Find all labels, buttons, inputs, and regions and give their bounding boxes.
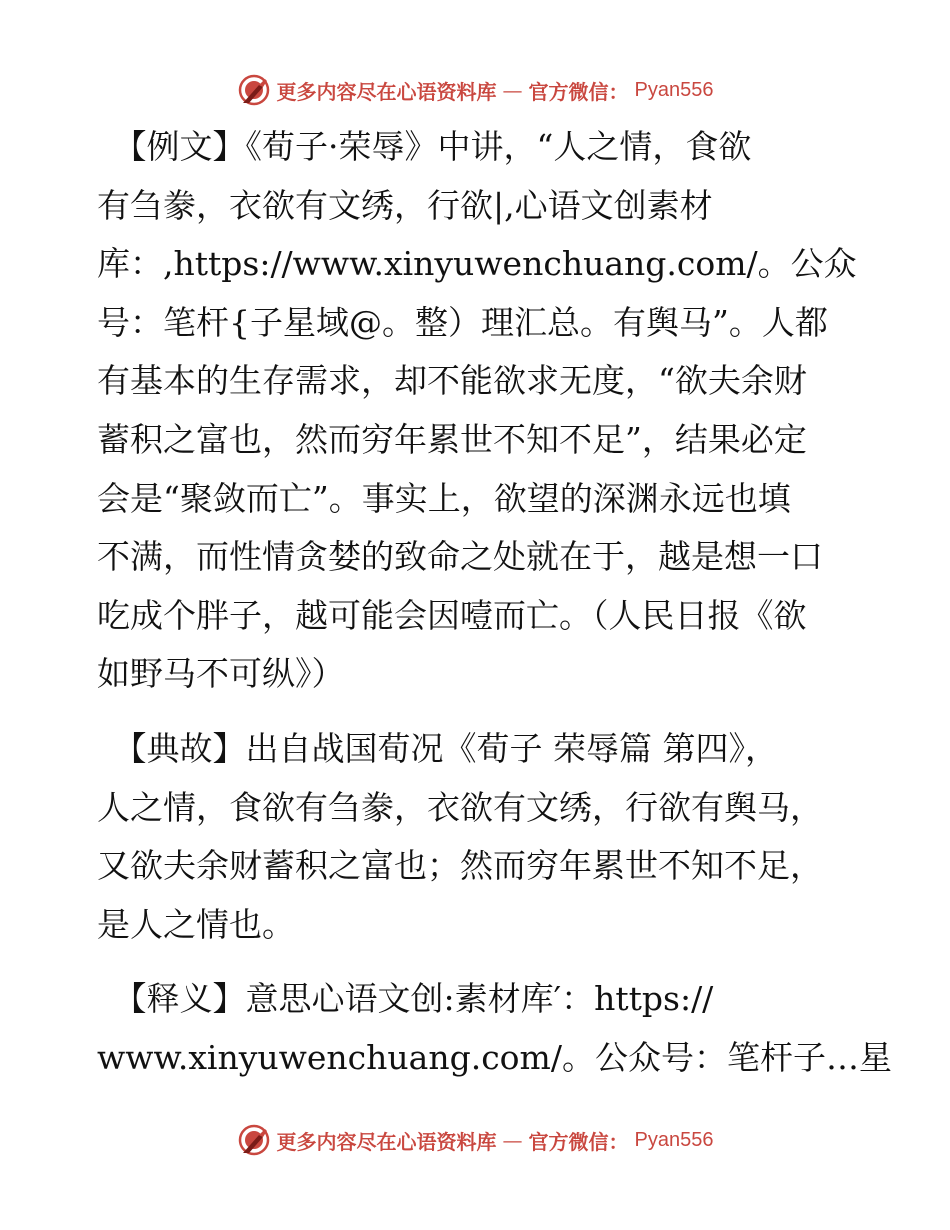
text-line: www.xinyuwenchuang.com/。公众号：笔杆子…星 xyxy=(97,1037,892,1077)
watermark-wechat-id: Pyan556 xyxy=(634,1128,714,1151)
watermark-banner-top xyxy=(0,70,950,110)
text-line: 库：,https://www.xinyuwenchuang.com/。公众 xyxy=(97,244,857,284)
text-line: 吃成个胖子，越可能会因噎而亡。（人民日报《欲 xyxy=(97,595,807,635)
text-line: 又欲夫余财蓄积之富也；然而穷年累世不知不足， xyxy=(97,846,823,886)
text-line: 号：笔杆{子星域@。整）理汇总。有舆马”。人都 xyxy=(97,302,828,342)
watermark-banner-inner xyxy=(237,1123,714,1157)
text-line: 会是“聚敛而亡”。事实上，欲望的深渊永远也填 xyxy=(97,478,791,518)
pen-logo-icon xyxy=(237,1123,271,1157)
watermark-wechat-label: 官方微信： xyxy=(528,79,629,104)
text-line: 【释义】意思心语文创:素材库′：https:// xyxy=(97,979,714,1019)
text-line: 蓄积之富也，然而穷年累世不知不足”，结果必定 xyxy=(97,419,807,459)
watermark-wechat-id: Pyan556 xyxy=(634,78,714,101)
watermark-wechat-label: 官方微信： xyxy=(528,1129,629,1154)
pen-logo-icon xyxy=(237,73,271,107)
text-line: 【典故】出自战国荀况《荀子 荣辱篇 第四》， xyxy=(97,728,778,768)
paragraph-definition xyxy=(97,970,892,1087)
text-line: 人之情，食欲有刍豢，衣欲有文绣，行欲有舆马， xyxy=(97,787,823,827)
watermark-dash: — xyxy=(502,78,523,102)
watermark-banner-bottom xyxy=(0,1120,950,1160)
text-line: 是人之情也。 xyxy=(97,904,295,944)
watermark-site-name: 更多内容尽在心语资料库 xyxy=(276,79,497,104)
text-line: 有基本的生存需求，却不能欲求无度，“欲夫余财 xyxy=(97,361,807,401)
watermark-site-name: 更多内容尽在心语资料库 xyxy=(276,1129,497,1154)
text-line: 【例文】《荀子·荣辱》中讲，“人之情，食欲 xyxy=(97,127,752,166)
watermark-banner-inner xyxy=(237,73,714,107)
text-line: 如野马不可纵》） xyxy=(97,654,345,694)
paragraph-example xyxy=(97,118,857,704)
text-line: 不满，而性情贪婪的致命之处就在于，越是想一口 xyxy=(97,537,823,577)
text-line: 有刍豢，衣欲有文绣，行欲|,心语文创素材 xyxy=(97,185,713,225)
document-body xyxy=(97,118,892,1104)
paragraph-allusion xyxy=(97,720,853,954)
watermark-dash: — xyxy=(502,1128,523,1152)
